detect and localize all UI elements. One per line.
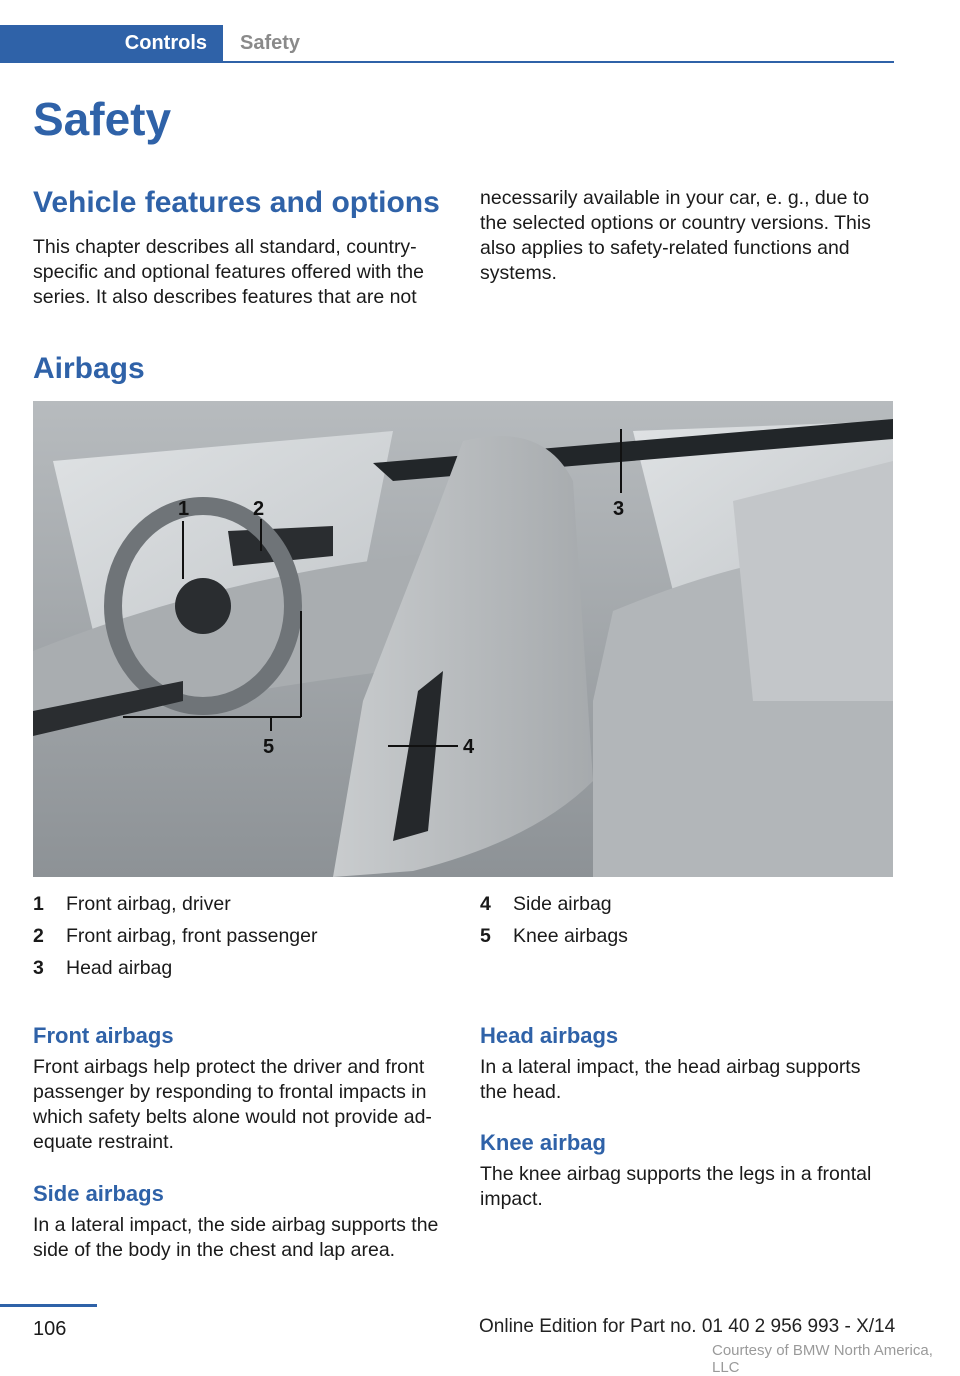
footer-edition: Online Edition for Part no. 01 40 2 956 993 - X/14 bbox=[479, 1316, 896, 1337]
legend-text: Front airbag, front passenger bbox=[66, 924, 318, 947]
legend-text: Head airbag bbox=[66, 956, 173, 979]
legend-item bbox=[33, 888, 317, 920]
legend-number: 3 bbox=[33, 956, 44, 979]
legend-left bbox=[33, 888, 317, 984]
car-interior-drawing bbox=[33, 401, 893, 877]
heading-side-airbags: Side airbags bbox=[33, 1181, 164, 1206]
legend-number: 5 bbox=[480, 924, 491, 947]
text-front-airbags: Front airbags help protect the driver and front passenger by responding to frontal impacts in which safety belts alone would not provide ad‐equate restraint. bbox=[33, 1056, 432, 1153]
tab-controls[interactable]: Controls bbox=[0, 25, 223, 61]
callout-3: 3 bbox=[613, 498, 625, 520]
callout-5: 5 bbox=[263, 736, 275, 758]
heading-head-airbags: Head airbags bbox=[480, 1023, 619, 1048]
page-number: 106 bbox=[33, 1318, 67, 1340]
legend-number: 4 bbox=[480, 892, 491, 915]
intro-paragraph-left: This chapter describes all standard, country-specific and optional features offered with the series. It also describes features that are not bbox=[33, 236, 424, 308]
watermark: Courtesy of BMW North America, LLC bbox=[712, 1342, 933, 1376]
airbag-location-illustration bbox=[33, 401, 893, 877]
legend-item bbox=[33, 952, 317, 984]
callout-1: 1 bbox=[178, 498, 190, 520]
legend-number: 2 bbox=[33, 924, 44, 947]
driver-airbag-shape bbox=[175, 578, 231, 634]
legend-right bbox=[480, 888, 628, 952]
tab-safety[interactable]: Safety bbox=[240, 31, 301, 54]
legend-text: Front airbag, driver bbox=[66, 892, 231, 915]
text-knee-airbag: The knee airbag supports the legs in a frontal impact. bbox=[480, 1163, 872, 1210]
legend-text: Side airbag bbox=[513, 892, 612, 915]
heading-knee-airbag: Knee airbag bbox=[480, 1130, 606, 1155]
intro-paragraph-right: necessarily available in your car, e. g., due to the selected options or country versions. This also applies to safety-related functions and systems. bbox=[480, 187, 871, 284]
section-heading-airbags: Airbags bbox=[33, 352, 145, 385]
legend-item bbox=[33, 920, 317, 952]
section-heading-vehicle-features: Vehicle features and options bbox=[33, 186, 440, 219]
header-tabbar bbox=[0, 25, 894, 63]
page-title: Safety bbox=[33, 93, 172, 145]
legend-item bbox=[480, 920, 628, 952]
callout-4: 4 bbox=[463, 736, 475, 758]
text-head-airbags: In a lateral impact, the head airbag supports the head. bbox=[480, 1056, 861, 1103]
legend-item bbox=[480, 888, 628, 920]
heading-front-airbags: Front airbags bbox=[33, 1023, 174, 1048]
legend-number: 1 bbox=[33, 892, 44, 915]
legend-text: Knee airbags bbox=[513, 924, 628, 947]
text-side-airbags: In a lateral impact, the side airbag supports the side of the body in the chest and lap area. bbox=[33, 1214, 439, 1261]
footer-rule bbox=[0, 1304, 97, 1307]
callout-2: 2 bbox=[253, 498, 265, 520]
